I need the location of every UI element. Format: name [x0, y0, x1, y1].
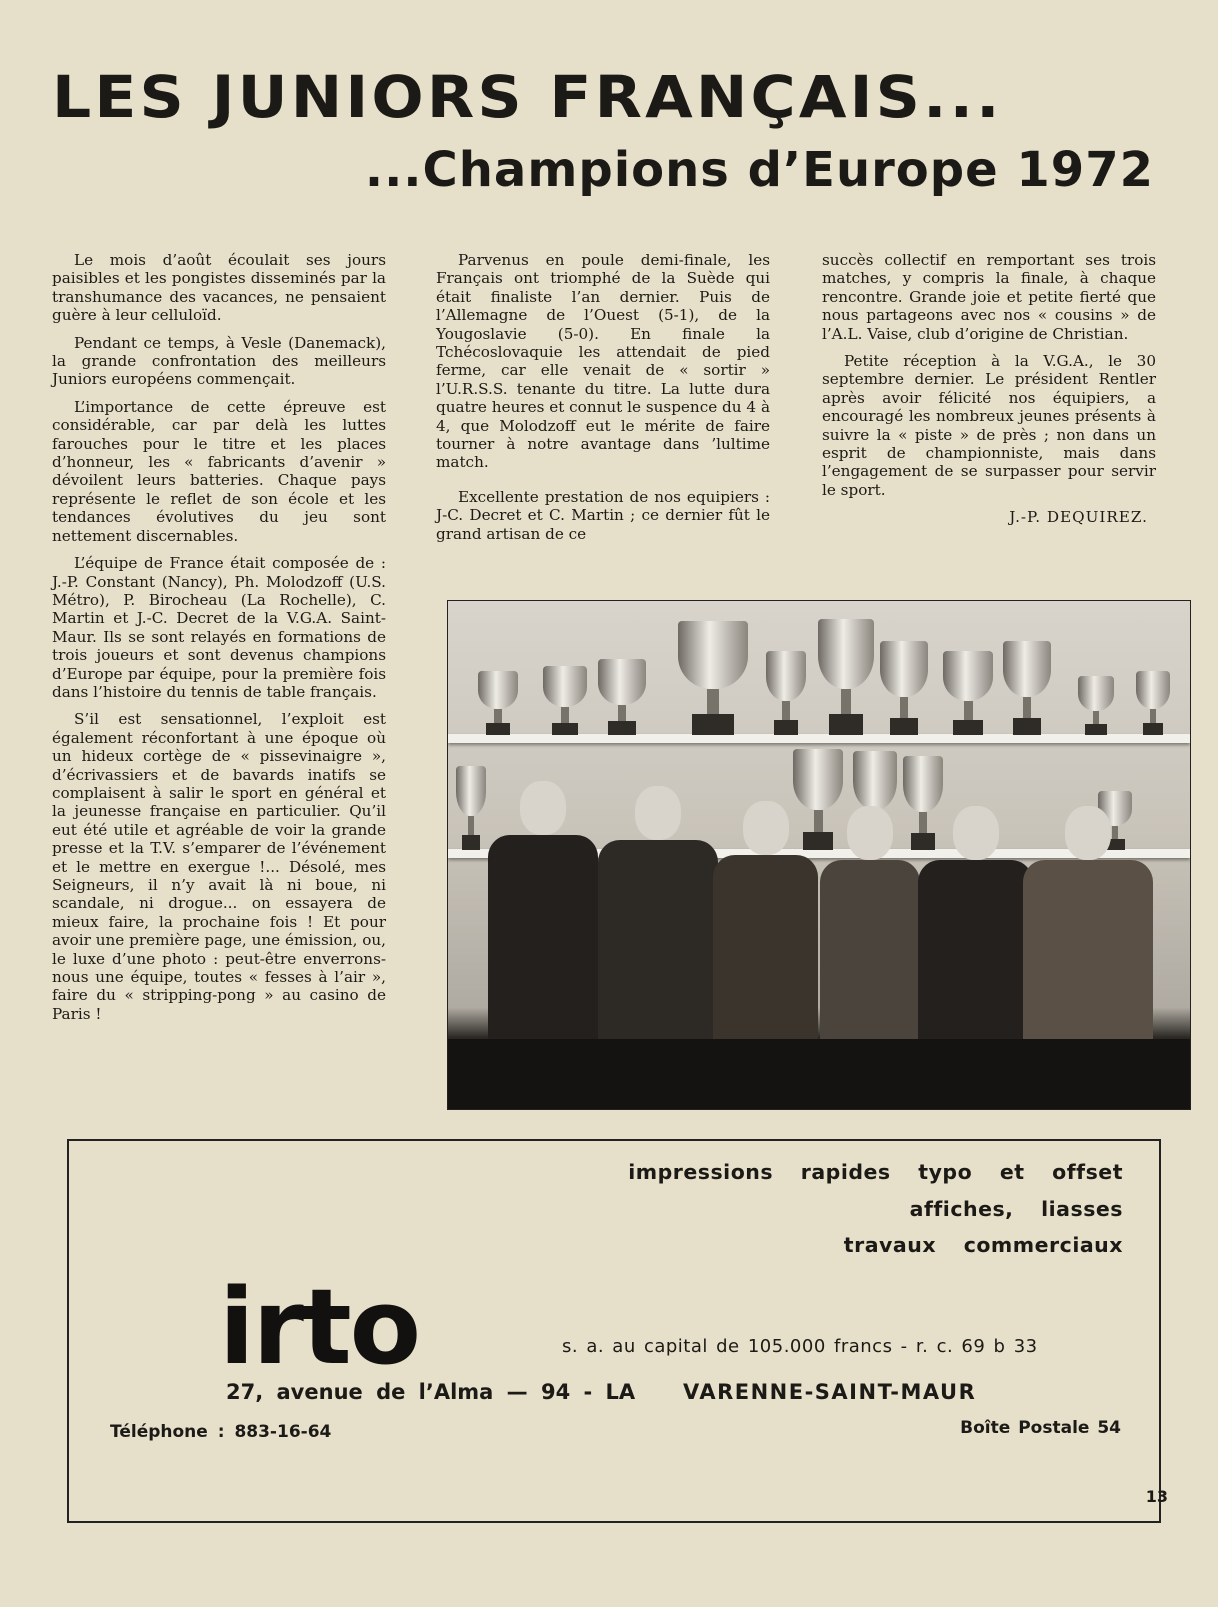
headline-line-2: ...Champions d’Europe 1972 [364, 142, 1154, 198]
trophy-icon [456, 766, 486, 850]
team-photo [447, 600, 1191, 1110]
trophy-icon [598, 659, 646, 735]
ad-services-line-3: travaux commerciaux [843, 1233, 1123, 1257]
paragraph: Excellente prestation de nos equipiers : J-C. Decret et C. Martin ; ce dernier fût le grand artisan de ce [436, 487, 770, 543]
paragraph: Petite réception à la V.G.A., le 30 septembre dernier. Le président Rentler après avoir félicité nos équipiers, a encouragé les nombreux jeunes présents à suivre la « piste » de près ; non dans un esprit de championniste, mais dans l’engagement de se surpasser pour servir le sport. [822, 352, 1156, 499]
trophy-shelf [448, 734, 1190, 743]
paragraph: Pendant ce temps, à Vesle (Danemack), la grande confrontation des meilleurs Juniors européens commençait. [52, 333, 386, 389]
trophy-icon [1078, 676, 1114, 735]
paragraph: L’importance de cette épreuve est considérable, car par delà les luttes farouches pour le titre et les places d’honneur, les « fabricants d’avenir » dévoilent leurs batteries. Chaque pays représente le reflet de son école et les tendances évolutives du jeu sont nettement discernables. [52, 397, 386, 545]
ad-services-line-2: affiches, liasses [909, 1197, 1123, 1221]
author-signature: J.-P. DEQUIREZ. [1009, 508, 1148, 527]
trophy-icon [766, 651, 806, 735]
trophy-icon [678, 621, 748, 735]
paragraph: Le mois d’août écoulait ses jours paisibles et les pongistes disseminés par la transhumance des vacances, ne pensaient guère à leur celluloïd. [52, 251, 386, 325]
paragraph: Parvenus en poule demi-finale, les Français ont triomphé de la Suède qui était finaliste l’an dernier. Puis de l’Allemagne de l’Ouest (5-1), de la Yougoslavie (5-0). En finale la Tchécoslovaquie les attendait de pied ferme, car elle venait de « sortir » l’U.R.S.S. tenante du titre. La lutte dura quatre heures et connut le suspence du 4 à 4, que Molodzoff eut le mérite de faire tourner à notre avantage dans ’lultime match. [436, 251, 770, 472]
paragraph: succès collectif en remportant ses trois matches, y compris la finale, à chaque rencontre. Grande joie et petite fierté que nous partageons avec nos « cousins » de l’A.L. Vaise, club d’origine de Christian. [822, 251, 1156, 343]
trophy-icon [543, 666, 587, 735]
trophy-icon [1136, 671, 1170, 735]
ad-po-box: Boîte Postale 54 [960, 1418, 1121, 1438]
ad-telephone: Téléphone : 883-16-64 [110, 1422, 332, 1442]
conference-table [448, 1039, 1190, 1109]
article-column-3 [822, 251, 1156, 527]
trophy-icon [1003, 641, 1051, 735]
ad-address: 27, avenue de l’Alma — 94 - LA [226, 1380, 636, 1404]
trophy-icon [478, 671, 518, 735]
ad-company-capital: s. a. au capital de 105.000 francs - r. c. 69 b 33 [562, 1336, 1038, 1357]
ad-address-city: VARENNE-SAINT-MAUR [683, 1380, 977, 1404]
paragraph: S’il est sensationnel, l’exploit est également réconfortant à une époque où un hideux cortège de « pissevinaigre », d’écrivassiers et de bavards inatifs se complaisent à salir le sport en général et la jeunesse française en particulier. Qu’il eut été utile et agréable de voir la grande presse et la T.V. s’emparer de l’événement et le mettre en exergue !... Désolé, mes Seigneurs, il n’y avait là ni boue, ni scandale, ni drogue... on essayera de mieux faire, la prochaine fois ! Et pour avoir une première page, une émission, ou, le luxe d’une photo : peut-être enverrons-nous une équipe, toutes « fesses à l’air », faire du « stripping-pong » au casino de Paris ! [52, 710, 386, 1023]
paragraph: L’équipe de France était composée de : J.-P. Constant (Nancy), Ph. Molodzoff (U.S. Métro), P. Birocheau (La Rochelle), C. Martin et J.-C. Decret de la V.G.A. Saint-Maur. Ils se sont relayés en formations de trois joueurs et sont devenus champions d’Europe par équipe, pour la première fois dans l’histoire du tennis de table français. [52, 554, 386, 701]
headline-line-1: LES JUNIORS FRANÇAIS... [52, 63, 1003, 131]
irto-logo: irto [219, 1266, 420, 1388]
trophy-icon [880, 641, 928, 735]
irto-advertisement [67, 1139, 1161, 1523]
article-column-2 [436, 251, 770, 552]
article-column-1 [52, 251, 386, 1032]
page-number: 13 [1145, 1487, 1168, 1506]
trophy-icon [818, 619, 874, 735]
trophy-icon [943, 651, 993, 735]
ad-services-line-1: impressions rapides typo et offset [628, 1160, 1123, 1184]
